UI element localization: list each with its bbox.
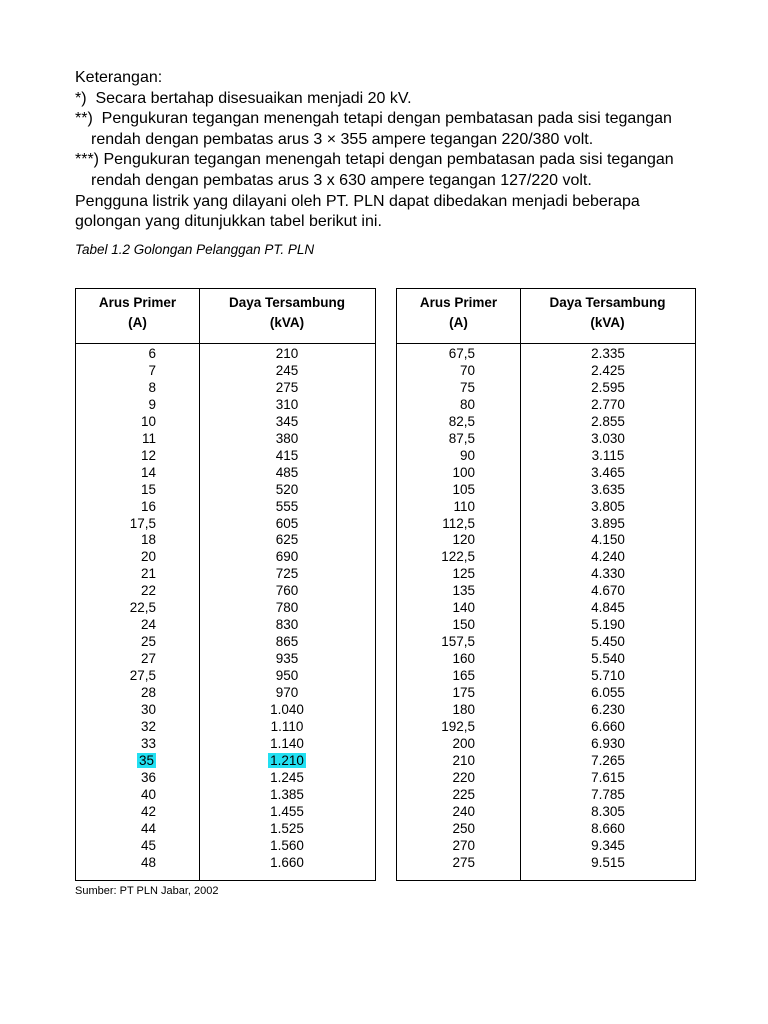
header-unit: (A) [128, 315, 147, 330]
cell-daya-tersambung: 1.660 [270, 855, 304, 870]
table-row [397, 413, 695, 430]
cell-arus-primer: 220 [452, 769, 475, 785]
table-row [76, 837, 375, 854]
cell-arus-primer: 112,5 [442, 515, 475, 531]
table-row [76, 481, 375, 498]
cell-arus-primer [137, 752, 156, 769]
table-row [76, 769, 375, 786]
cell-daya-tersambung [199, 752, 375, 769]
intro-paragraph-line: Pengguna listrik yang dilayani oleh PT. PLN dapat dibedakan menjadi beberapa [75, 192, 640, 210]
cell-daya-tersambung: 8.305 [591, 803, 625, 819]
cell-daya-tersambung: 725 [275, 566, 299, 582]
cell-arus-primer: 48 [140, 855, 156, 870]
cell-daya-tersambung: 5.190 [591, 617, 625, 633]
intro-paragraph-line: golongan yang ditunjukkan tabel berikut ini. [75, 213, 382, 231]
cell-arus-primer: 270 [452, 837, 475, 853]
table-row [397, 650, 695, 667]
note-marker: *) [75, 89, 87, 107]
cell-arus-primer: 82,5 [448, 413, 475, 429]
cell-arus-primer: 15 [140, 481, 156, 497]
cell-daya-tersambung: 345 [275, 413, 299, 429]
cell-arus-primer: 12 [140, 447, 156, 463]
table-left [75, 288, 376, 881]
cell-arus-primer: 70 [459, 362, 475, 378]
note-text: Pengukuran tegangan menengah tetapi dengan pembatasan pada sisi tegangan [101, 110, 672, 128]
table-row [397, 820, 695, 837]
table-row [397, 735, 695, 752]
table-row [397, 633, 695, 650]
cell-arus-primer: 11 [141, 430, 156, 446]
table-row [397, 498, 695, 515]
cell-daya-tersambung: 7.785 [591, 786, 625, 802]
table-row [76, 718, 375, 735]
table-row [76, 752, 375, 769]
note-item [75, 150, 725, 171]
cell-daya-tersambung: 950 [275, 668, 299, 684]
table-row [397, 481, 695, 498]
cell-arus-primer: 33 [140, 735, 156, 751]
note-continuation: rendah dengan pembatas arus 3 x 630 ampere tegangan 127/220 volt. [91, 171, 592, 189]
cell-arus-primer: 22,5 [129, 600, 156, 616]
cell-daya-tersambung: 3.465 [591, 464, 625, 480]
cell-arus-primer: 6 [148, 346, 156, 361]
cell-arus-primer: 225 [452, 786, 475, 802]
cell-daya-tersambung: 6.660 [591, 718, 625, 734]
cell-daya-tersambung: 1.560 [270, 837, 304, 853]
table-row [76, 396, 375, 413]
table-row [76, 667, 375, 684]
cell-daya-tersambung: 970 [275, 685, 299, 700]
table-row [76, 803, 375, 820]
note-marker: ***) [75, 151, 100, 169]
table-row [76, 531, 375, 548]
cell-daya-tersambung: 4.150 [591, 532, 625, 548]
cell-arus-primer: 80 [459, 396, 475, 412]
table-row [397, 599, 695, 616]
cell-daya-tersambung: 3.115 [591, 447, 625, 463]
highlight-mark: 35 [138, 752, 154, 768]
table-row [397, 430, 695, 447]
header-label: Arus Primer [419, 295, 498, 310]
header-daya-tersambung [199, 293, 375, 333]
cell-daya-tersambung: 5.450 [591, 634, 625, 650]
cell-arus-primer: 24 [140, 617, 156, 633]
cell-arus-primer: 175 [452, 685, 475, 700]
cell-arus-primer: 87,5 [448, 430, 475, 446]
cell-arus-primer: 110 [453, 498, 475, 514]
cell-daya-tersambung: 2.595 [591, 379, 625, 395]
header-unit: (A) [449, 315, 468, 330]
notes-heading: Keterangan: [75, 69, 163, 86]
cell-daya-tersambung: 245 [275, 362, 299, 378]
cell-arus-primer: 210 [452, 752, 475, 768]
table-row [76, 464, 375, 481]
cell-arus-primer: 30 [140, 701, 156, 717]
note-text: Pengukuran tegangan menengah tetapi dengan pembatasan pada sisi tegangan [103, 151, 674, 169]
header-label: Daya Tersambung [549, 295, 666, 310]
cell-daya-tersambung: 310 [275, 396, 299, 412]
table-row [397, 752, 695, 769]
cell-daya-tersambung: 3.805 [591, 498, 625, 514]
cell-arus-primer: 157,5 [441, 634, 475, 650]
cell-daya-tersambung: 6.930 [591, 735, 625, 751]
cell-arus-primer: 90 [459, 447, 475, 463]
cell-arus-primer: 105 [452, 481, 475, 497]
cell-daya-tersambung: 380 [275, 430, 299, 446]
cell-daya-tersambung: 8.660 [591, 820, 625, 836]
cell-arus-primer: 27,5 [129, 668, 156, 684]
cell-arus-primer: 140 [452, 600, 475, 616]
cell-daya-tersambung: 865 [275, 634, 299, 650]
cell-arus-primer: 17,5 [129, 515, 156, 531]
header-unit: (kVA) [590, 315, 625, 330]
cell-daya-tersambung: 4.330 [591, 566, 625, 582]
source-note: Sumber: PT PLN Jabar, 2002 [75, 885, 219, 897]
table-row [397, 769, 695, 786]
cell-arus-primer: 32 [140, 718, 156, 734]
cell-daya-tersambung: 760 [275, 583, 299, 599]
cell-daya-tersambung: 485 [275, 464, 299, 480]
table-row [76, 786, 375, 803]
cell-daya-tersambung: 9.515 [591, 855, 625, 870]
table-row [76, 498, 375, 515]
table-row [397, 701, 695, 718]
note-marker: **) [75, 110, 93, 128]
table-row [76, 650, 375, 667]
cell-daya-tersambung: 4.240 [591, 549, 625, 565]
table-row [76, 565, 375, 582]
cell-arus-primer: 200 [452, 735, 475, 751]
table-row [76, 515, 375, 532]
table-row [76, 701, 375, 718]
table-row [397, 548, 695, 565]
table-row [397, 396, 695, 413]
cell-arus-primer: 18 [140, 532, 156, 548]
table-row [397, 531, 695, 548]
cell-arus-primer: 27 [140, 651, 156, 667]
table-row [76, 362, 375, 379]
cell-arus-primer: 21 [140, 566, 156, 582]
cell-arus-primer: 125 [452, 566, 475, 582]
cell-daya-tersambung: 625 [275, 532, 299, 548]
cell-daya-tersambung: 5.540 [591, 651, 625, 667]
note-continuation: rendah dengan pembatas arus 3 × 355 ampere tegangan 220/380 volt. [91, 130, 594, 148]
cell-daya-tersambung: 690 [275, 549, 299, 565]
cell-arus-primer: 275 [452, 855, 475, 870]
table-row [397, 362, 695, 379]
cell-arus-primer: 120 [452, 532, 475, 548]
cell-arus-primer: 42 [140, 803, 156, 819]
table-row [76, 735, 375, 752]
table-row [397, 582, 695, 599]
cell-daya-tersambung: 1.245 [270, 769, 304, 785]
cell-daya-tersambung: 1.040 [270, 701, 304, 717]
cell-arus-primer: 10 [140, 413, 156, 429]
cell-arus-primer: 36 [140, 769, 156, 785]
table-row [397, 515, 695, 532]
cell-daya-tersambung: 1.140 [270, 735, 304, 751]
table-row [397, 684, 695, 701]
cell-arus-primer: 40 [140, 786, 156, 802]
cell-daya-tersambung: 2.770 [591, 396, 625, 412]
header-arus-primer [76, 293, 199, 333]
table-row [76, 379, 375, 396]
cell-arus-primer: 44 [140, 820, 156, 836]
table-row [397, 718, 695, 735]
cell-arus-primer: 28 [140, 685, 156, 700]
cell-daya-tersambung: 3.895 [591, 515, 625, 531]
cell-arus-primer: 22 [140, 583, 156, 599]
cell-arus-primer: 8 [148, 379, 156, 395]
cell-daya-tersambung: 7.615 [591, 769, 625, 785]
cell-arus-primer: 122,5 [441, 549, 475, 565]
cell-arus-primer: 160 [452, 651, 475, 667]
table-row [397, 616, 695, 633]
cell-daya-tersambung: 1.525 [270, 820, 304, 836]
table-row [76, 430, 375, 447]
cell-arus-primer: 192,5 [441, 718, 475, 734]
table-row [397, 786, 695, 803]
header-label: Arus Primer [98, 295, 177, 310]
table-row [397, 854, 695, 871]
cell-daya-tersambung: 1.455 [270, 803, 304, 819]
cell-daya-tersambung: 2.425 [591, 362, 625, 378]
table-row [397, 345, 695, 362]
table-row [76, 548, 375, 565]
table-row [76, 854, 375, 871]
table-row [397, 565, 695, 582]
cell-daya-tersambung: 3.030 [591, 430, 625, 446]
cell-daya-tersambung: 520 [275, 481, 299, 497]
notes-section [75, 68, 725, 233]
cell-daya-tersambung: 555 [275, 498, 299, 514]
cell-arus-primer: 67,5 [448, 346, 475, 361]
cell-daya-tersambung: 605 [275, 515, 299, 531]
cell-arus-primer: 100 [452, 464, 475, 480]
cell-daya-tersambung: 1.385 [270, 786, 304, 802]
table-row [397, 667, 695, 684]
cell-daya-tersambung: 6.230 [591, 701, 625, 717]
table-row [397, 837, 695, 854]
table-row [76, 599, 375, 616]
cell-daya-tersambung: 935 [275, 651, 299, 667]
table-row [76, 345, 375, 362]
cell-daya-tersambung: 415 [275, 447, 299, 463]
cell-arus-primer: 150 [452, 617, 475, 633]
cell-arus-primer: 25 [140, 634, 156, 650]
cell-daya-tersambung: 275 [275, 379, 299, 395]
cell-daya-tersambung: 780 [275, 600, 299, 616]
table-row [76, 633, 375, 650]
cell-daya-tersambung: 2.335 [591, 346, 625, 361]
cell-daya-tersambung: 9.345 [591, 837, 625, 853]
cell-arus-primer: 165 [452, 668, 475, 684]
cell-arus-primer: 135 [452, 583, 475, 599]
cell-daya-tersambung: 830 [275, 617, 299, 633]
cell-daya-tersambung: 3.635 [591, 481, 625, 497]
cell-arus-primer: 250 [452, 820, 475, 836]
cell-arus-primer: 16 [140, 498, 156, 514]
cell-daya-tersambung: 2.855 [591, 413, 625, 429]
note-item [75, 89, 725, 110]
cell-arus-primer: 240 [452, 803, 475, 819]
table-row [397, 447, 695, 464]
cell-arus-primer: 180 [452, 701, 475, 717]
header-label: Daya Tersambung [228, 295, 346, 310]
header-unit: (kVA) [269, 315, 305, 330]
cell-daya-tersambung: 1.110 [270, 718, 304, 734]
cell-arus-primer: 14 [140, 464, 156, 480]
table-row [397, 464, 695, 481]
table-caption: Tabel 1.2 Golongan Pelanggan PT. PLN [75, 242, 315, 257]
note-item [75, 109, 725, 130]
table-row [76, 616, 375, 633]
cell-daya-tersambung: 4.670 [591, 583, 625, 599]
cell-arus-primer: 45 [140, 837, 156, 853]
cell-daya-tersambung: 5.710 [591, 668, 625, 684]
note-text: Secara bertahap disesuaikan menjadi 20 kV. [95, 89, 412, 107]
cell-daya-tersambung: 6.055 [591, 685, 625, 700]
table-row [76, 413, 375, 430]
cell-arus-primer: 75 [459, 379, 475, 395]
header-daya-tersambung [520, 293, 695, 333]
cell-daya-tersambung: 210 [275, 346, 299, 361]
table-row [76, 684, 375, 701]
table-row [76, 582, 375, 599]
table-right [396, 288, 696, 881]
cell-arus-primer: 7 [148, 362, 156, 378]
cell-daya-tersambung: 4.845 [591, 600, 625, 616]
table-row [397, 379, 695, 396]
cell-daya-tersambung: 7.265 [591, 752, 625, 768]
table-row [76, 447, 375, 464]
table-row [397, 803, 695, 820]
cell-arus-primer: 9 [148, 396, 156, 412]
table-row [76, 820, 375, 837]
highlight-mark: 1.210 [270, 752, 304, 768]
cell-arus-primer: 20 [140, 549, 156, 565]
header-arus-primer [397, 293, 520, 333]
